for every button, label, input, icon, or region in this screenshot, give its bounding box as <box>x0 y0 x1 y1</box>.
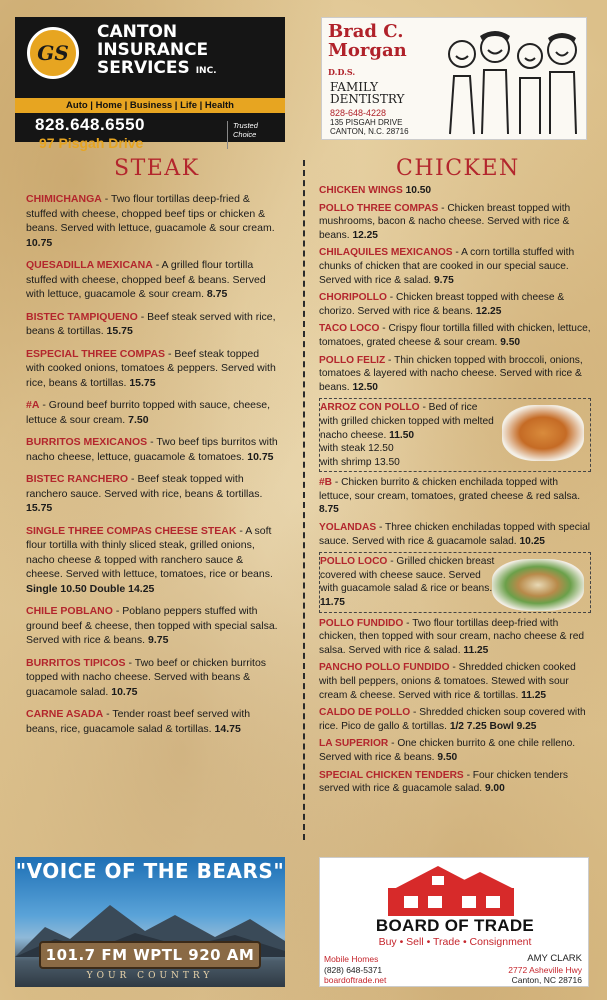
menu-item: PANCHO POLLO FUNDIDO - Shredded chicken cooked with bell peppers, onions & tomatoes. Stewed with sour cream & cheese. Served with rice & tortillas. 11.25 <box>319 662 576 701</box>
menu-item-desc: Thin chicken topped with broccoli, onions, tomatoes & layered with nacho cheese. Served with rice & beans. <box>319 354 583 393</box>
station-banner: 101.7 FM WPTL 920 AM <box>39 941 261 969</box>
menu-item-desc: One chicken burrito & one chile relleno. Served with rice & beans. <box>319 738 576 763</box>
menu-item-price: 14.75 <box>214 722 241 735</box>
menu-item-price: Single 10.50 Double 14.25 <box>26 582 155 595</box>
menu-item-name: PANCHO POLLO FUNDIDO <box>319 662 450 674</box>
menu-item-desc: Two beef or chicken burritos topped with nacho cheese. Served with beans & guacamole salad. <box>26 656 267 698</box>
menu-item: POLLO FUNDIDO - Two flour tortillas deep-fried with chicken, then topped with sour cream, nacho cheese & red salsa. Served with rice & salad. 11.25 <box>319 617 585 656</box>
dentist-name <box>328 22 438 82</box>
menu-item-price: 7.50 <box>128 413 149 426</box>
menu-item-desc: Chicken burrito & chicken enchilada topped with lettuce, sour cream, tomatoes, grated cheese & red salsa. <box>319 477 581 502</box>
menu-item-desc: A corn tortilla stuffed with chunks of chicken that are cooked in our special sauce. Served with rice & salad. <box>319 247 575 286</box>
menu-item-name: POLLO THREE COMPAS <box>319 202 439 214</box>
board-of-trade-left-info <box>324 954 386 986</box>
menu-item-desc: Chicken breast topped with mushrooms, bacon & nacho cheese. Served with rice & beans. <box>319 202 571 241</box>
menu-item-name: CHILAQUILES MEXICANOS <box>319 247 453 259</box>
menu-item-name: POLLO LOCO <box>320 556 388 568</box>
bot-city: Canton, NC 28716 <box>511 975 582 985</box>
menu-item-price: 15.75 <box>129 376 156 389</box>
menu-item-name: SPECIAL CHICKEN TENDERS <box>319 769 464 781</box>
menu-item-price: 10.75 <box>111 685 138 698</box>
menu-item-price: 10.50 <box>405 185 432 196</box>
insurance-name <box>97 23 282 80</box>
menu-item-desc: Beef steak served with rice, beans & tortillas. <box>26 310 276 337</box>
family-cartoon-icon <box>440 26 584 136</box>
menu-item: CARNE ASADA - Tender roast beef served with beans, rice, guacamole salad & tortillas. 14.75 <box>26 708 251 735</box>
bot-website: boardoftrade.net <box>324 975 387 985</box>
menu-item-desc: Three chicken enchiladas topped with special sauce. Served with rice & guacamole salad. <box>319 522 591 547</box>
menu-item: BURRITOS MEXICANOS - Two beef tips burritos with nacho cheese, lettuce, guacamole & tomatoes. 10.75 <box>26 436 278 463</box>
insurance-address: 97 Pisgah Drive <box>39 135 144 151</box>
menu-item: CHILAQUILES MEXICANOS - A corn tortilla stuffed with chunks of chicken that are cooked in our special sauce. Served with rice & salad. 9.75 <box>319 247 575 286</box>
dentist-contact <box>330 109 409 136</box>
menu-item-price: 11.25 <box>521 689 547 701</box>
gs-logo: GS <box>27 27 79 79</box>
dentist-name-text: Brad C. Morgan <box>328 21 407 61</box>
column-divider <box>303 160 305 840</box>
menu-item-name: CARNE ASADA <box>26 708 104 720</box>
menu-item-desc: Shredded chicken cooked with bell peppers, onions & tomatoes. Stewed with sour cream & cheese. Served with rice & tortillas. <box>319 662 576 701</box>
canton-insurance-ad <box>15 17 285 151</box>
menu-item-name: CHICKEN WINGS <box>319 185 403 196</box>
bot-mobile-homes: Mobile Homes <box>324 954 379 964</box>
house-icon <box>388 864 514 916</box>
insurance-name-line2: INSURANCE <box>97 40 209 60</box>
arroz-con-pollo-photo <box>502 405 584 461</box>
menu-item-name: #A <box>26 399 40 411</box>
menu-item-price: 15.75 <box>26 502 53 514</box>
menu-item: BISTEC TAMPIQUENO - Beef steak served with rice, beans & tortillas. 15.75 <box>26 310 276 337</box>
menu-item: CALDO DE POLLO - Shredded chicken soup covered with rice. Pico de gallo & tortillas. 1/2 7.25 Bowl 9.25 <box>319 707 586 732</box>
board-of-trade-right-info <box>508 954 582 986</box>
practice-name <box>330 81 404 105</box>
dentist-phone: 828-648-4228 <box>330 108 387 118</box>
insurance-name-line1: CANTON <box>97 22 178 42</box>
menu-item-desc: Poblano peppers stuffed with ground beef & cheese, then topped with special salsa. Served with rice & beans. <box>26 605 278 646</box>
menu-item-name: POLLO FUNDIDO <box>319 617 404 629</box>
steak-menu-list <box>26 192 278 744</box>
menu-item-price: 11.25 <box>463 644 489 656</box>
dentistry-ad <box>321 17 587 140</box>
menu-item: #A - Ground beef burrito topped with sauce, cheese, lettuce & sour cream. 7.50 <box>26 399 271 426</box>
board-of-trade-name: BOARD OF TRADE <box>375 916 535 935</box>
menu-item-price: 11.75 <box>320 597 345 609</box>
insurance-suffix: INC. <box>195 66 217 76</box>
menu-item-name: TACO LOCO <box>319 323 380 335</box>
menu-item-name: YOLANDAS <box>319 522 377 534</box>
menu-item-price: 9.50 <box>437 751 458 763</box>
menu-item-desc: A soft flour tortilla with thinly sliced steak, grilled onions, nacho cheese & topped with ranchero sauce & cheese. Served with lettuce, tomatoes, rice or beans. <box>26 524 273 580</box>
bot-phone: (828) 648-5371 <box>324 964 383 975</box>
menu-item-desc: Beef steak topped with cooked onions, tomatoes & peppers. Served with rice, beans & tortillas. <box>26 347 276 389</box>
menu-item-price: 9.75 <box>433 274 454 286</box>
steak-heading: STEAK <box>114 156 200 181</box>
menu-item: BISTEC RANCHERO - Beef steak topped with ranchero sauce. Served with rice, beans & tortillas. 15.75 <box>26 473 263 514</box>
menu-item: CHILE POBLANO - Poblano peppers stuffed with ground beef & cheese, then topped with special salsa. Served with rice & beans. 9.75 <box>26 605 278 646</box>
menu-item-desc: Bed of rice with grilled chicken topped with melted nacho cheese. <box>320 402 494 441</box>
menu-item: ESPECIAL THREE COMPAS - Beef steak topped with cooked onions, tomatoes & peppers. Served with rice, beans & tortillas. 15.75 <box>26 347 276 389</box>
menu-item-price: 12.25 <box>475 305 502 317</box>
board-of-trade-tagline: Buy • Sell • Trade • Consignment <box>378 936 532 948</box>
bot-contact-name: AMY CLARK <box>527 953 582 964</box>
pollo-loco-photo <box>492 559 584 611</box>
menu-item-price: 10.75 <box>247 450 274 463</box>
menu-item-price: 9.50 <box>500 336 521 348</box>
menu-item-desc: Four chicken tenders served with rice & guacamole salad. <box>319 769 568 795</box>
bot-address: 2772 Asheville Hwy <box>508 964 582 975</box>
menu-item-price: 12.50 <box>352 381 378 393</box>
menu-item-desc: Ground beef burrito topped with sauce, cheese, lettuce & sour cream. <box>26 399 271 426</box>
arroz-con-pollo-item: ARROZ CON POLLO - Bed of rice with grilled chicken topped with melted nacho cheese. 11.50 with steak 12.50 with shrimp 13.50 <box>319 398 591 472</box>
menu-item: #B - Chicken burrito & chicken enchilada topped with lettuce, sour cream, tomatoes, grated cheese & red salsa. 8.75 <box>319 477 581 516</box>
menu-item-desc: Shredded chicken soup covered with rice. Pico de gallo & tortillas. <box>319 707 586 732</box>
menu-item-price: 11.50 <box>389 429 415 441</box>
menu-item-name: CHORIPOLLO <box>319 292 387 304</box>
menu-item-name: CHILE POBLANO <box>26 605 113 617</box>
dentist-address: 135 PISGAH DRIVE <box>330 118 403 127</box>
menu-item-desc: Grilled chicken breast covered with cheese sauce. Served with guacamole salad & rice or beans. <box>320 556 495 595</box>
dentist-suffix: D.D.S. <box>328 67 356 77</box>
menu-item: QUESADILLA MEXICANA - A grilled flour tortilla stuffed with cheese, chopped beef & beans. Served with lettuce, guacamole & sour cream. 8.75 <box>26 259 266 300</box>
board-of-trade-ad <box>319 857 589 987</box>
menu-item: SINGLE THREE COMPAS CHEESE STEAK - A soft flour tortilla with thinly sliced steak, grilled onions, nacho cheese & topped with ranchero sauce & cheese. Served with lettuce, tomatoes, rice or beans. Single 10.50 Double 14.25 <box>26 524 273 595</box>
menu-item-price: 15.75 <box>106 325 133 337</box>
voice-of-the-bears-ad <box>15 857 285 987</box>
menu-item-name: ARROZ CON POLLO <box>320 402 420 414</box>
menu-item-desc: Crispy flour tortilla filled with chicken, lettuce, tomatoes, grated cheese & sour cream. <box>319 323 591 348</box>
menu-item: POLLO THREE COMPAS - Chicken breast topped with mushrooms, bacon & nacho cheese. Served with rice & beans. 12.25 <box>319 202 571 241</box>
menu-item-name: #B <box>319 477 333 489</box>
practice-line1: FAMILY <box>330 80 379 94</box>
menu-item-name: BURRITOS MEXICANOS <box>26 436 148 448</box>
menu-item-name: SINGLE THREE COMPAS CHEESE STEAK <box>26 524 237 537</box>
dentist-city: CANTON, N.C. 28716 <box>330 127 409 136</box>
menu-item-price: 10.75 <box>26 236 53 249</box>
menu-item-price: 1/2 7.25 Bowl 9.25 <box>449 720 537 732</box>
menu-item-name: CALDO DE POLLO <box>319 707 411 719</box>
chicken-heading: CHICKEN <box>396 156 520 181</box>
menu-item-price: 10.25 <box>519 535 545 547</box>
menu-item-name: ESPECIAL THREE COMPAS <box>26 347 166 360</box>
arroz-steak-option: with steak 12.50 <box>320 443 394 455</box>
menu-item-name: LA SUPERIOR <box>319 738 389 750</box>
menu-item-desc: A grilled flour tortilla stuffed with cheese, chopped beef & beans. Served with lettuce, guacamole & sour cream. <box>26 259 266 300</box>
menu-item <box>319 184 591 198</box>
menu-item-name: BISTEC RANCHERO <box>26 473 129 485</box>
menu-item-desc: Chicken breast topped with cheese & chorizo. Served with rice & beans. <box>319 292 565 317</box>
menu-item-name: BURRITOS TIPICOS <box>26 656 126 669</box>
menu-item: CHIMICHANGA - Two flour tortillas deep-fried & stuffed with cheese, chopped beef tips or chicken & beans. Served with lettuce, guacamole & sour cream. 10.75 <box>26 193 275 249</box>
practice-line2: DENTISTRY <box>330 92 405 106</box>
menu-item: BURRITOS TIPICOS - Two beef or chicken burritos topped with nacho cheese. Served with beans & guacamole salad. 10.75 <box>26 656 267 698</box>
menu-item-name: BISTEC TAMPIQUENO <box>26 310 138 323</box>
menu-item-name: QUESADILLA MEXICANA <box>26 259 153 271</box>
menu-item: YOLANDAS - Three chicken enchiladas topped with special sauce. Served with rice & guacamole salad. 10.25 <box>319 522 591 547</box>
menu-item: CHORIPOLLO - Chicken breast topped with cheese & chorizo. Served with rice & beans. 12.25 <box>319 292 565 317</box>
menu-item-desc: Two beef tips burritos with nacho cheese, lettuce, guacamole & tomatoes. <box>26 436 278 463</box>
menu-item-price: 9.75 <box>147 634 169 646</box>
menu-item-desc: Two flour tortillas deep-fried with chicken, then topped with sour cream, nacho cheese & red salsa. Served with rice & salad. <box>319 617 585 656</box>
insurance-name-line3: SERVICES <box>97 58 190 78</box>
menu-item-desc: Two flour tortillas deep-fried & stuffed with cheese, chopped beef tips or chicken & beans. Served with lettuce, guacamole & sour cream. <box>26 193 275 234</box>
menu-item-desc: Beef steak topped with ranchero sauce. Served with rice, beans & tortillas. <box>26 473 263 500</box>
menu-item-price: 8.75 <box>319 504 339 516</box>
insurance-phone: 828.648.6550 <box>35 115 145 134</box>
menu-item: TACO LOCO - Crispy flour tortilla filled with chicken, lettuce, tomatoes, grated cheese & sour cream. 9.50 <box>319 323 591 348</box>
menu-item-name: POLLO FELIZ <box>319 354 386 366</box>
menu-item: LA SUPERIOR - One chicken burrito & one chile relleno. Served with rice & beans. 9.50 <box>319 738 576 763</box>
menu-item: SPECIAL CHICKEN TENDERS - Four chicken tenders served with rice & guacamole salad. 9.00 <box>319 769 568 795</box>
menu-item-price: 9.00 <box>484 783 505 795</box>
pollo-loco-item: POLLO LOCO - Grilled chicken breast covered with cheese sauce. Served with guacamole salad & rice or beans. 11.75 <box>319 552 591 612</box>
menu-item-price: 8.75 <box>206 288 228 300</box>
menu-item-price: 12.25 <box>352 229 378 241</box>
trusted-choice-badge: Trusted Choice <box>227 121 277 149</box>
arroz-shrimp-option: with shrimp 13.50 <box>320 456 400 468</box>
bears-title: "VOICE OF THE BEARS" <box>15 859 285 883</box>
menu-item-desc: Tender roast beef served with beans, rice, guacamole salad & tortillas. <box>26 708 251 735</box>
station-tagline: YOUR COUNTRY <box>86 971 214 981</box>
menu-item-name: CHIMICHANGA <box>26 193 102 205</box>
menu-item: POLLO FELIZ - Thin chicken topped with broccoli, onions, tomatoes & layered with nacho cheese. Served with rice & beans. 12.50 <box>319 354 583 393</box>
insurance-categories: Auto | Home | Business | Life | Health <box>15 98 285 113</box>
chicken-menu-list <box>319 184 591 800</box>
